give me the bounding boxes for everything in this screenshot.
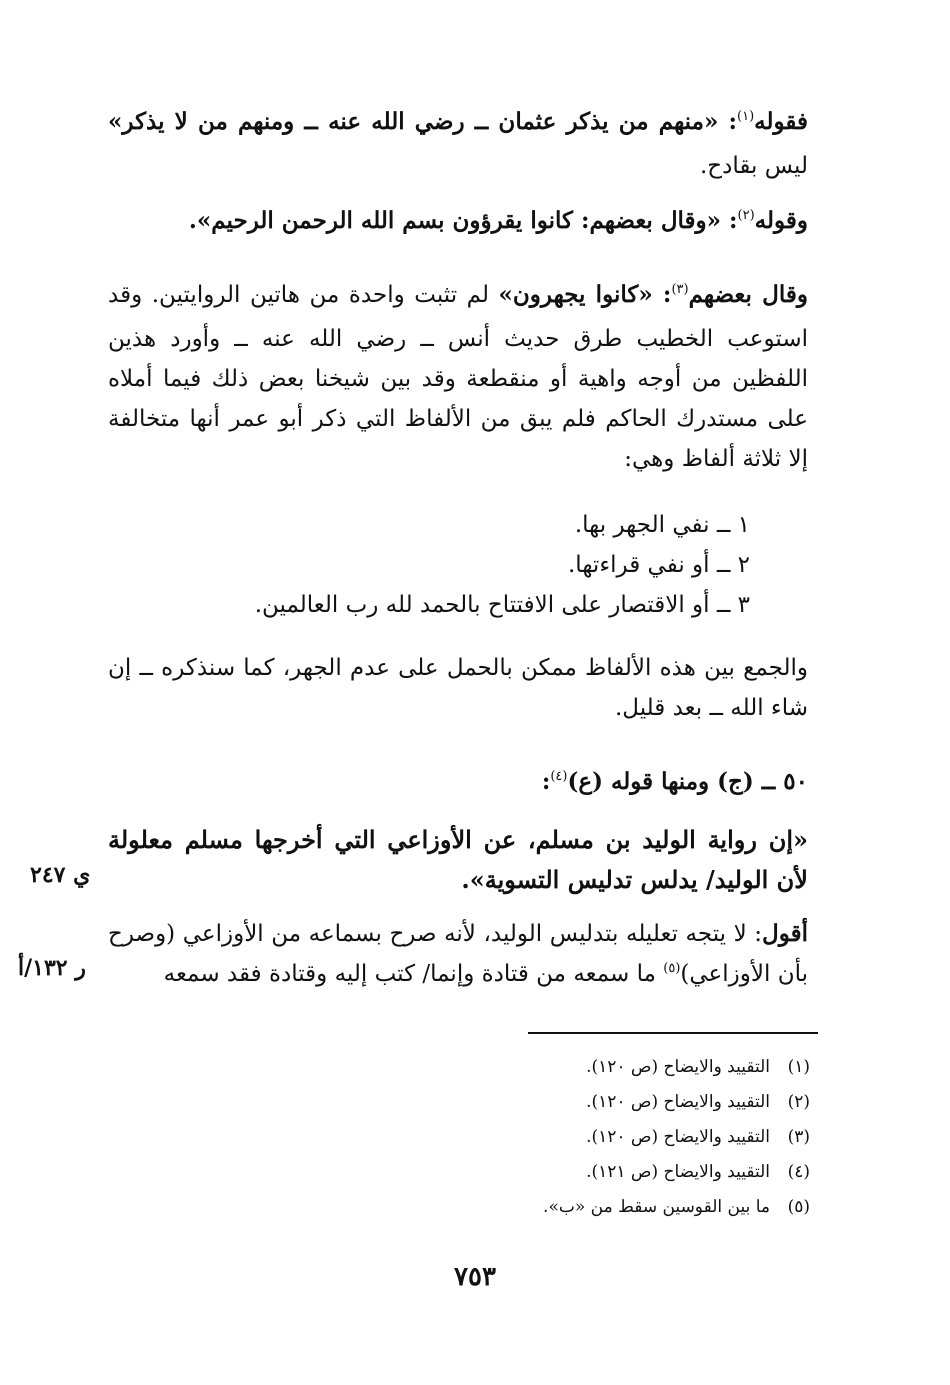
margin-note-left: ي ٢٤٧	[30, 862, 91, 888]
conditions-list	[255, 505, 750, 625]
paragraph-2-quote: : «وقال بعضهم: كانوا يقرؤون بسم الله الرحمن الرحيم».	[188, 207, 738, 234]
paragraph-5-lead: أقول	[762, 920, 808, 947]
footnote-ref-4: (٤)	[550, 769, 568, 784]
footnote-number: (٣)	[787, 1127, 810, 1147]
footnote	[430, 1085, 810, 1119]
footnote	[430, 1190, 810, 1224]
footnote-number: (١)	[787, 1057, 810, 1077]
paragraph-1-quote: : «منهم من يذكر عثمان ــ رضي الله عنه ــ ومنهم من لا يذكر»	[108, 108, 737, 135]
footnote-number: (٤)	[787, 1162, 810, 1182]
paragraph-4-text: والجمع بين هذه الألفاظ ممكن بالحمل على عدم الجهر، كما سنذكره ــ إن شاء الله ــ بعد قليل.	[108, 655, 808, 721]
section-heading-text: ٥٠ ــ (ج) ومنها قوله (ع)	[567, 768, 808, 795]
paragraph-1	[108, 102, 808, 186]
margin-note-right: ر ١٣٢/أ	[18, 955, 86, 981]
footnote	[430, 1155, 810, 1189]
list-item: ٢ ــ أو نفي قراءتها.	[568, 552, 750, 578]
paragraph-3-quote: : «كانوا يجهرون»	[498, 281, 672, 308]
footnote-ref-2: (٢)	[737, 208, 755, 223]
footnote-text: التقييد والايضاح (ص ١٢١).	[586, 1162, 770, 1182]
quote-block-text: «إن رواية الوليد بن مسلم، عن الأوزاعي التي أخرجها مسلم معلولة لأن الوليد/ يدلس تدليس التسوية».	[108, 825, 808, 894]
paragraph-2	[108, 201, 808, 245]
footnote-separator	[528, 1032, 818, 1034]
footnote	[430, 1050, 810, 1084]
footnote-ref-3: (٣)	[671, 282, 689, 297]
footnote-ref-5: (٥)	[663, 961, 681, 976]
footnote-text: التقييد والايضاح (ص ١٢٠).	[586, 1057, 770, 1077]
quote-block	[108, 820, 808, 900]
paragraph-3-rest: لم تثبت واحدة من هاتين الروايتين. وقد استوعب الخطيب طرق حديث أنس ــ رضي الله عنه ــ وأورد هذين اللفظين من أوجه واهية أو منقطعة وقد بين شيخنا بعض ذلك فيما أملاه على مستدرك الحاكم فلم يبق من الألفاظ التي ذكر أبو عمر أنها متخالفة إلا ثلاثة ألفاظ وهي:	[108, 282, 808, 472]
paragraph-5-rest: ما سمعه من قتادة وإنما/ كتب إليه وقتادة فقد سمعه	[163, 961, 664, 987]
paragraph-1-lead: فقوله	[754, 108, 808, 135]
footnote-text: ما بين القوسين سقط من «ب».	[543, 1197, 770, 1217]
paragraph-5-text: : لا يتجه تعليله بتدليس الوليد، لأنه صرح بسماعه من الأوزاعي (وصرح بأن الأوزاعي)	[108, 921, 808, 987]
footnote-text: التقييد والايضاح (ص ١٢٠).	[586, 1127, 770, 1147]
footnote-number: (٢)	[787, 1092, 810, 1112]
page-number: ٧٥٣	[454, 1262, 496, 1292]
list-item: ١ ــ نفي الجهر بها.	[574, 512, 750, 538]
section-heading	[108, 762, 808, 806]
footnote-text: التقييد والايضاح (ص ١٢٠).	[586, 1092, 770, 1112]
footnote-number: (٥)	[787, 1197, 810, 1217]
paragraph-2-lead: وقوله	[754, 207, 808, 234]
footnote-ref-1: (١)	[737, 109, 755, 124]
paragraph-4	[108, 648, 808, 728]
paragraph-3	[108, 275, 808, 479]
paragraph-1-rest: ليس بقادح.	[699, 153, 808, 179]
section-heading-colon: :	[541, 768, 551, 795]
paragraph-5	[108, 914, 808, 998]
paragraph-3-lead: وقال بعضهم	[688, 281, 808, 308]
list-item: ٣ ــ أو الاقتصار على الافتتاح بالحمد لله رب العالمين.	[254, 592, 750, 618]
footnote	[430, 1120, 810, 1154]
